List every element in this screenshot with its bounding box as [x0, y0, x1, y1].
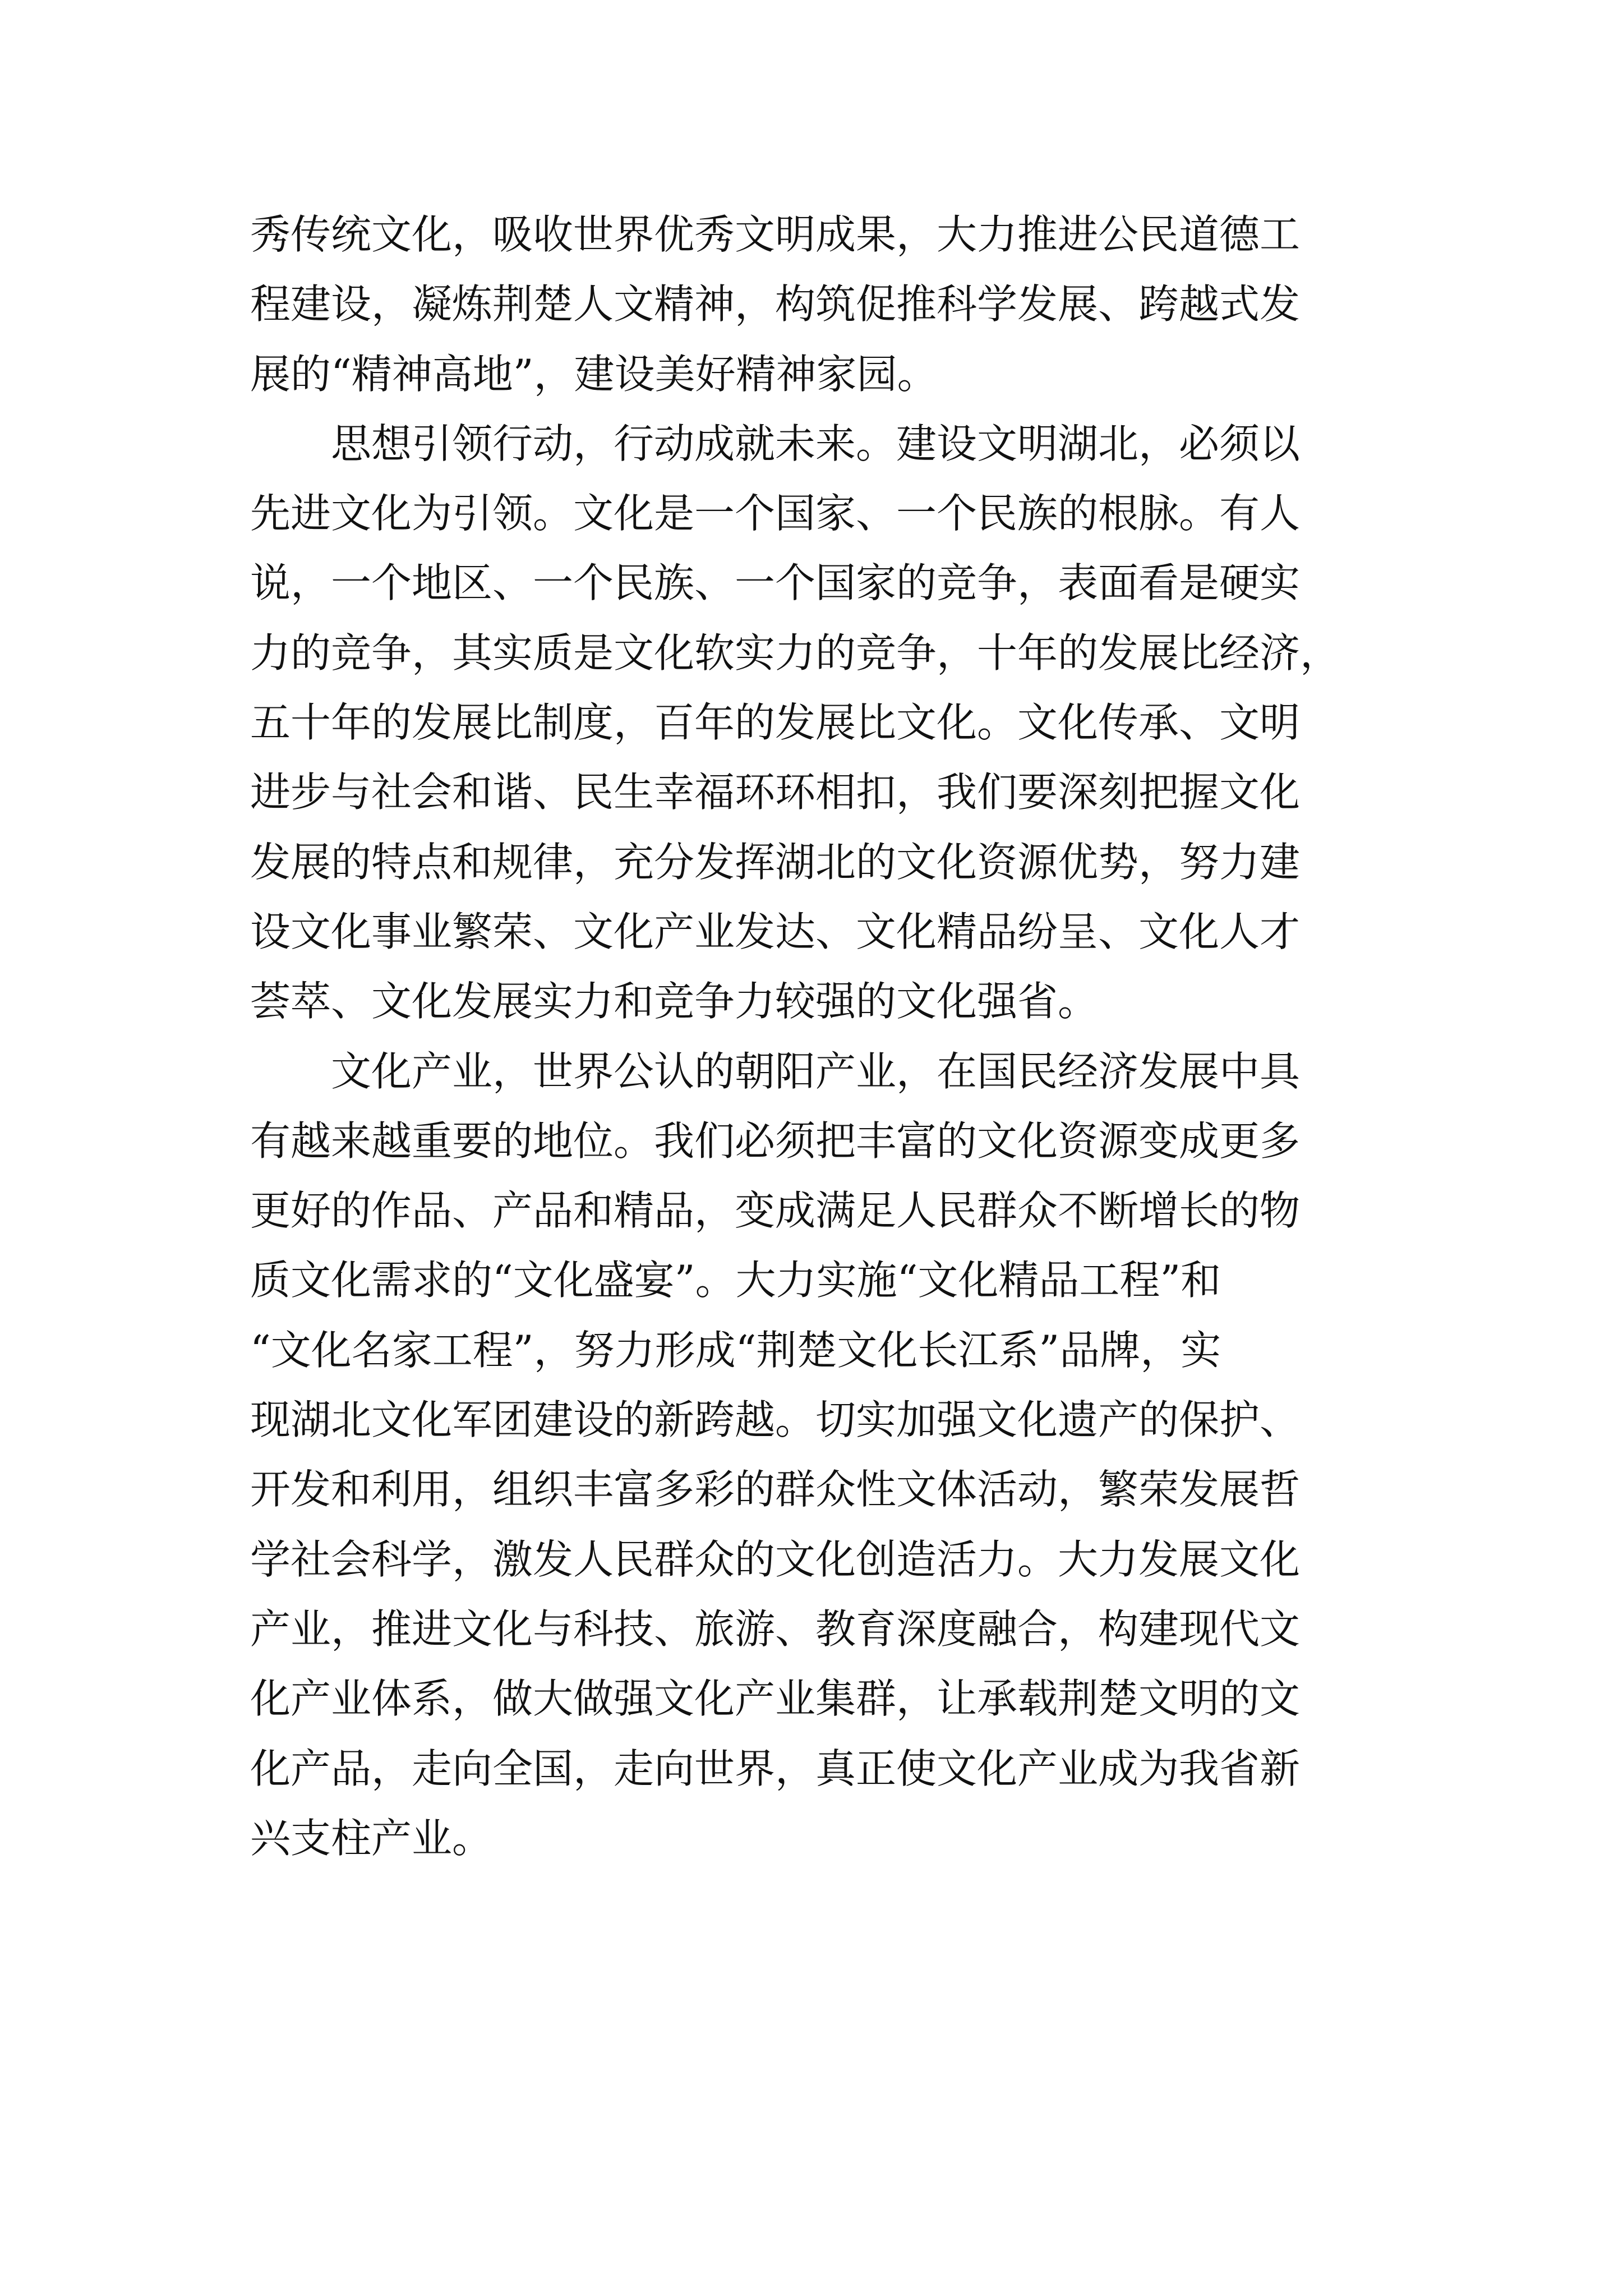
text-line: 说，一个地区、一个民族、一个国家的竞争，表面看是硬实 [250, 559, 1301, 607]
text-line: 荟萃、文化发展实力和竞争力较强的文化强省。 [250, 978, 1099, 1025]
text-line: 化产品，走向全国，走向世界，真正使文化产业成为我省新 [250, 1745, 1301, 1792]
text-line: 文化产业，世界公认的朝阳产业，在国民经济发展中具 [331, 1047, 1301, 1095]
text-line: 设文化事业繁荣、文化产业发达、文化精品纷呈、文化人才 [250, 908, 1301, 955]
text-line: 化产业体系，做大做强文化产业集群，让承载荆楚文明的文 [250, 1675, 1301, 1723]
text-line: 程建设，凝炼荆楚人文精神，构筑促推科学发展、跨越式发 [250, 280, 1301, 328]
text-line: 更好的作品、产品和精品，变成满足人民群众不断增长的物 [250, 1187, 1301, 1235]
text-line: 秀传统文化，吸收世界优秀文明成果，大力推进公民道德工 [250, 211, 1301, 258]
text-line: 先进文化为引领。文化是一个国家、一个民族的根脉。有人 [250, 490, 1301, 537]
text-line: 质文化需求的“文化盛宴”。大力实施“文化精品工程”和 [250, 1257, 1221, 1304]
text-line: 现湖北文化军团建设的新跨越。切实加强文化遗产的保护、 [250, 1396, 1301, 1444]
text-line: 学社会科学，激发人民群众的文化创造活力。大力发展文化 [250, 1535, 1301, 1583]
text-line: 五十年的发展比制度，百年的发展比文化。文化传承、文明 [250, 699, 1301, 747]
text-line: “文化名家工程”，努力形成“荆楚文化长江系”品牌，实 [250, 1326, 1221, 1374]
text-line: 力的竞争，其实质是文化软实力的竞争，十年的发展比经济， [250, 629, 1341, 677]
text-line: 开发和利用，组织丰富多彩的群众性文体活动，繁荣发展哲 [250, 1466, 1301, 1513]
text-line: 进步与社会和谐、民生幸福环环相扣，我们要深刻把握文化 [250, 769, 1301, 816]
text-line: 思想引领行动，行动成就未来。建设文明湖北，必须以 [331, 420, 1301, 467]
body-text [250, 200, 1389, 1873]
text-line: 产业，推进文化与科技、旅游、教育深度融合，构建现代文 [250, 1605, 1301, 1653]
text-line: 发展的特点和规律，充分发挥湖北的文化资源优势，努力建 [250, 838, 1301, 886]
text-line: 兴支柱产业。 [250, 1814, 493, 1862]
text-line: 展的“精神高地”，建设美好精神家园。 [250, 350, 938, 398]
text-line: 有越来越重要的地位。我们必须把丰富的文化资源变成更多 [250, 1117, 1301, 1165]
